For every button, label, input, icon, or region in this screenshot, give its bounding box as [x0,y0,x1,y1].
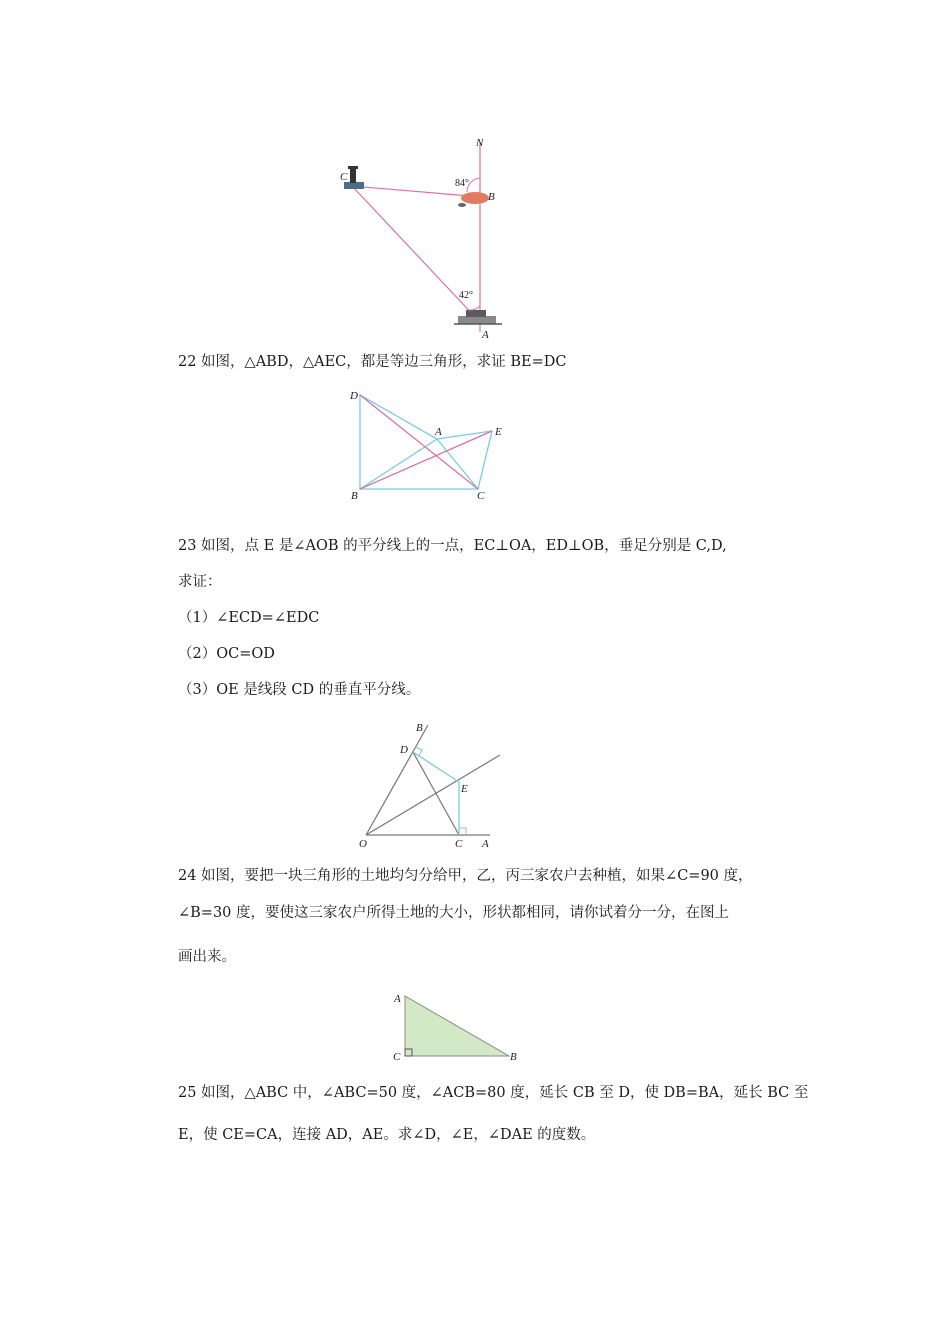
line-c-b [352,186,470,196]
label-e: E [461,783,468,795]
angle-label-top: 84° [455,178,469,189]
label-c: C [340,171,348,183]
label-n: N [476,137,484,149]
label-b: B [510,1051,517,1063]
ray-ob [366,725,428,835]
label-a: A [482,329,489,341]
label-c: C [477,490,485,502]
q24-line3: 画出来。 [178,949,236,965]
label-b: B [488,191,495,203]
q23-item3: （3）OE 是线段 CD 的垂直平分线。 [178,682,421,698]
right-triangle-abc [405,996,509,1056]
angle-arc-bottom [469,306,480,310]
q23-item2: （2）OC=OD [178,646,275,662]
q22-text: 22 如图，△ABD，△AEC，都是等边三角形，求证 BE=DC [178,354,567,370]
q23-line2: 求证： [178,574,222,590]
q23-item1: （1）∠ECD=∠EDC [178,610,320,626]
segment-dc [413,752,459,835]
label-a: A [394,993,401,1005]
label-c: C [393,1051,401,1063]
segment-dc [360,395,478,489]
right-angle-c [459,828,466,835]
figure-q23 [352,715,512,850]
triangle-abd [360,395,437,489]
label-b: B [416,722,423,734]
label-c: C [455,838,463,850]
q25-line2: E，使 CE=CA，连接 AD，AE。求∠D，∠E，∠DAE 的度数。 [178,1127,596,1143]
figure-navigation [330,132,530,342]
figure-q22 [340,385,520,505]
label-a: A [482,838,489,850]
q24-line1: 24 如图，要把一块三角形的土地均匀分给甲，乙，丙三家农户去种植，如果∠C=90 度， [178,868,753,884]
segment-ed [413,752,459,782]
label-e: E [495,426,502,438]
label-o: O [359,838,367,850]
label-b: B [351,490,358,502]
label-d: D [400,744,408,756]
buoy-icon [458,192,489,207]
label-a: A [435,426,442,438]
figure-q24 [388,988,528,1064]
ship-icon [454,310,502,324]
q23-line1: 23 如图，点 E 是∠AOB 的平分线上的一点，EC⊥OA，ED⊥OB，垂足分别是 C,D, [178,538,727,554]
label-d: D [350,390,358,402]
q24-line2: ∠B=30 度，要使这三家农户所得土地的大小，形状都相同，请你试着分一分，在图上 [178,905,730,921]
segment-be [360,431,492,489]
bisector-oe [366,755,500,835]
angle-label-bottom: 42° [459,290,473,301]
q25-line1: 25 如图，△ABC 中，∠ABC=50 度，∠ACB=80 度，延长 CB 至 D，使 DB=BA，延长 BC 至 [178,1085,809,1101]
triangle-aec [437,431,492,489]
